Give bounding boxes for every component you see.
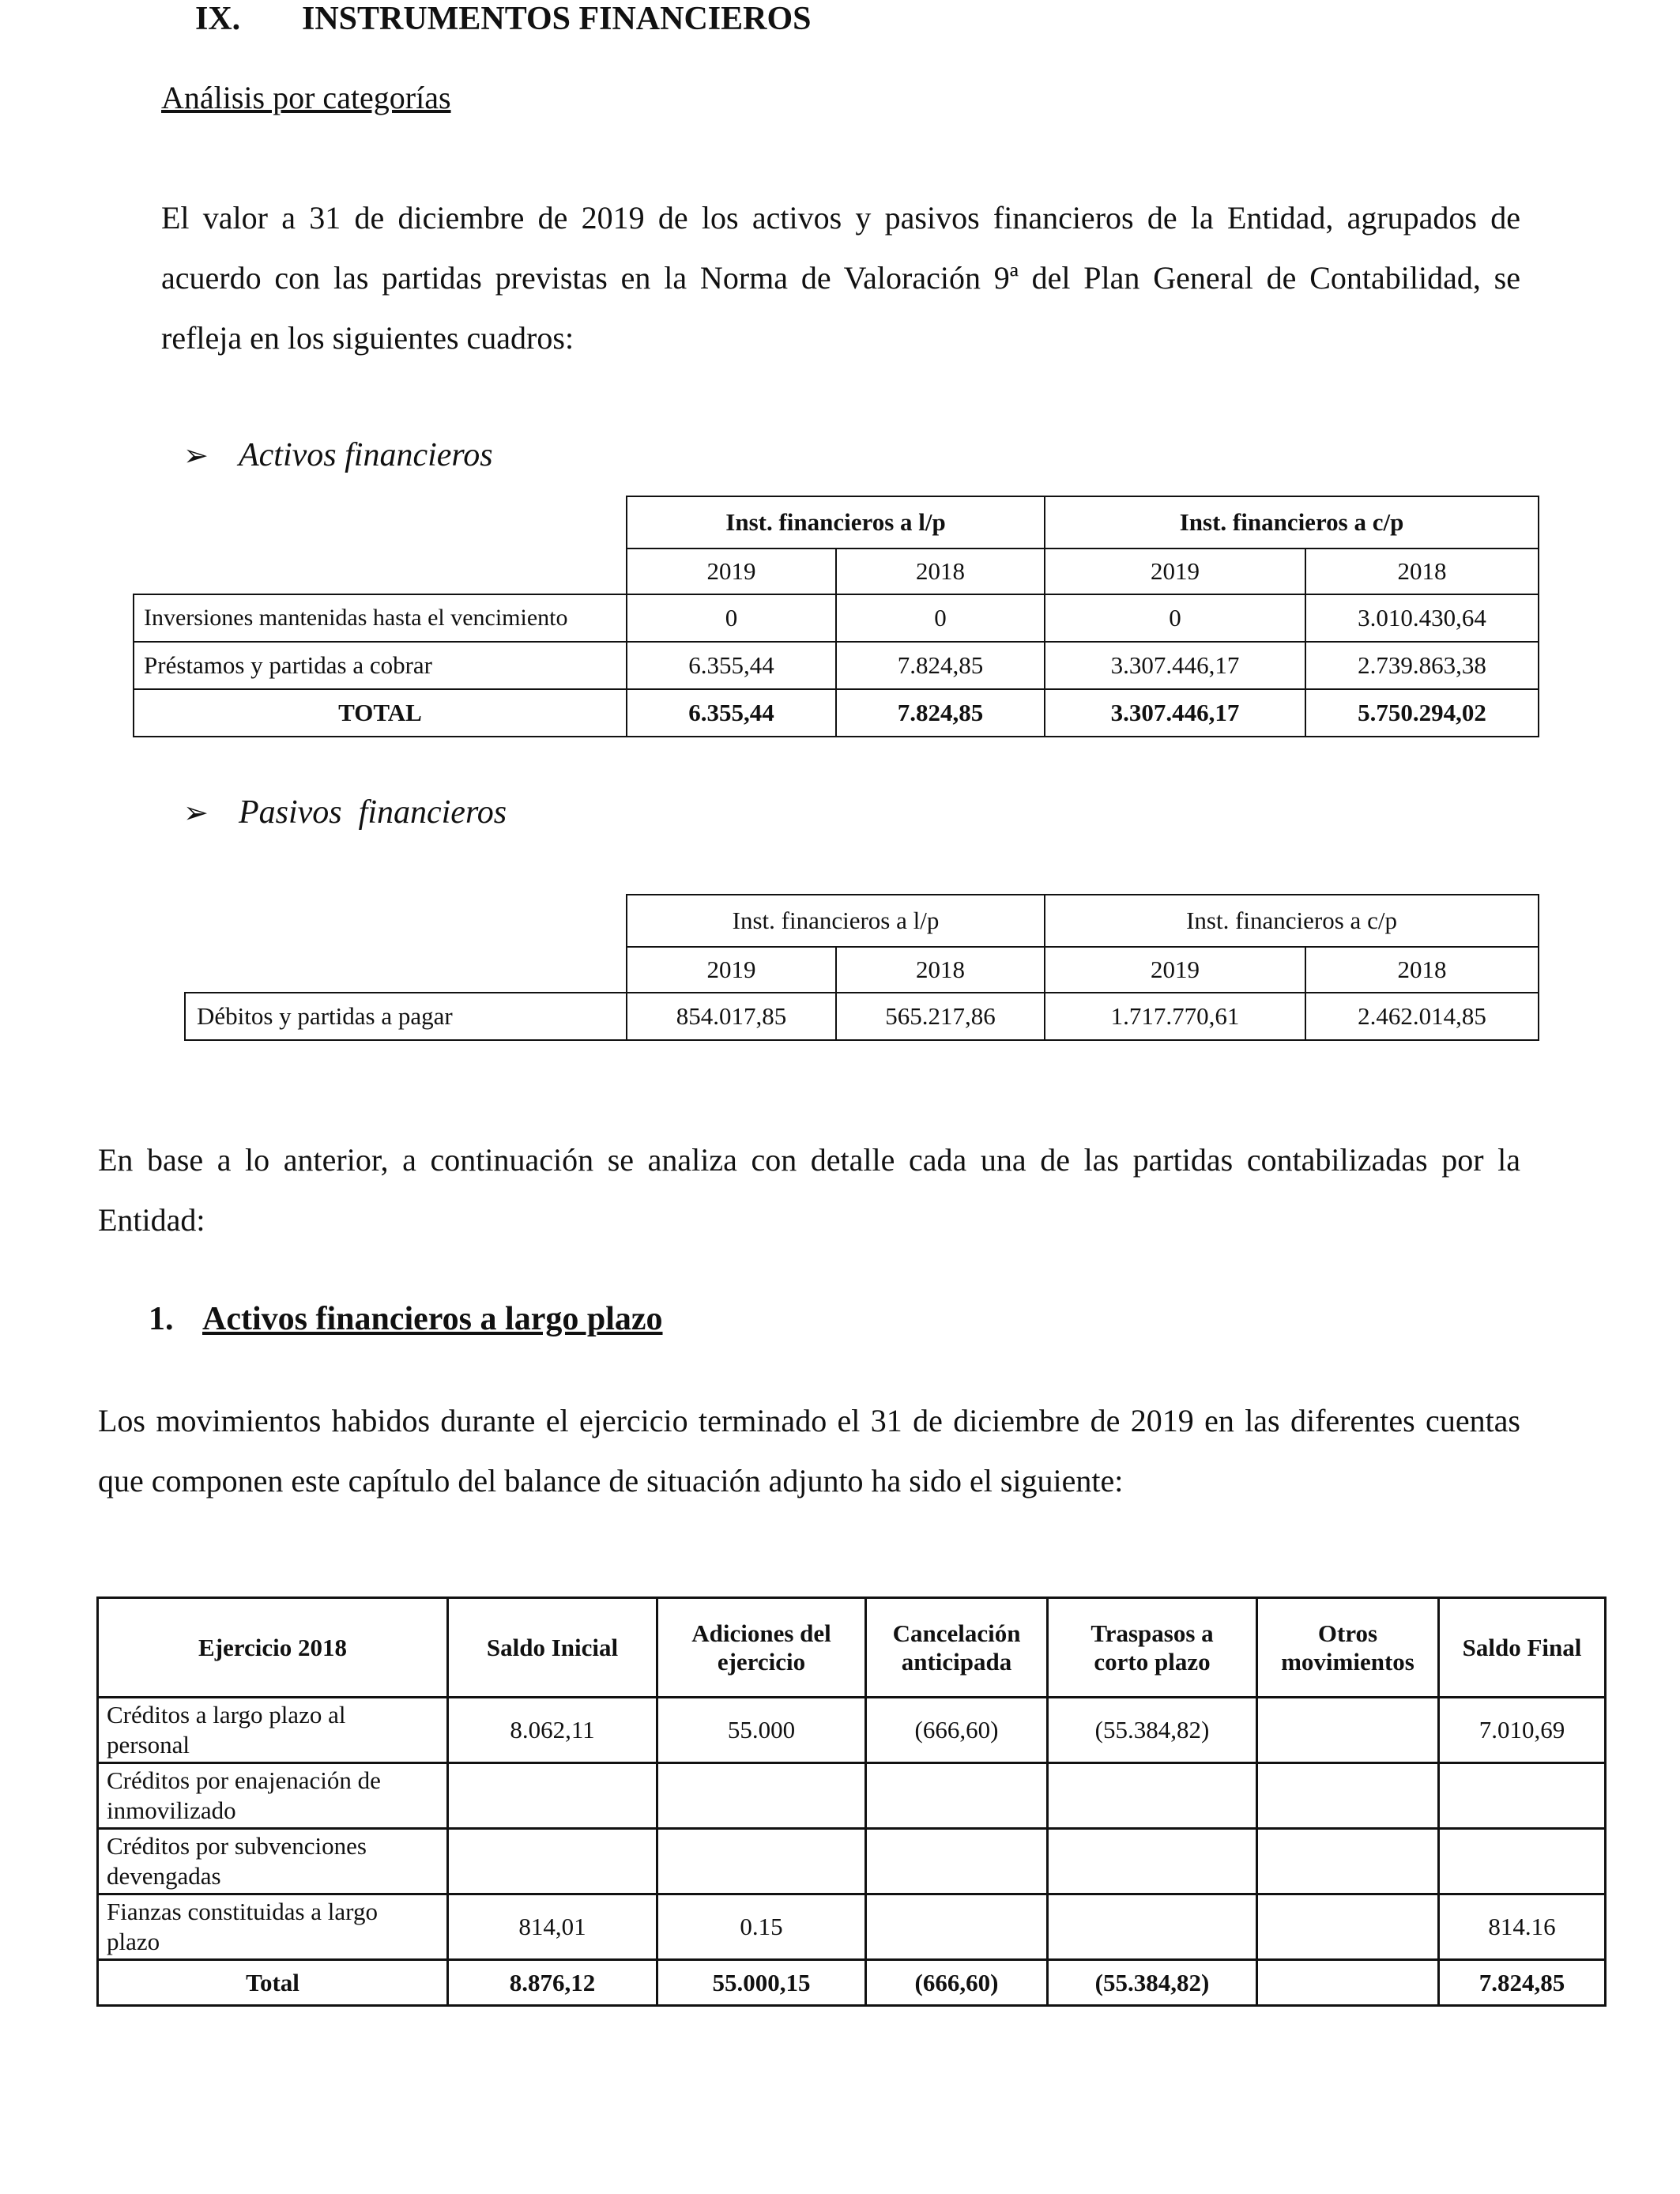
total-value: 55.000,15 bbox=[657, 1960, 866, 2006]
cell-value bbox=[1048, 1763, 1257, 1829]
year-header: 2019 bbox=[627, 548, 836, 594]
cell-value: 0 bbox=[1045, 594, 1305, 642]
table-header-row bbox=[98, 1598, 1606, 1698]
cell-value: 0 bbox=[627, 594, 836, 642]
cell-value: 2.462.014,85 bbox=[1305, 993, 1539, 1040]
column-header: Cancelación anticipada bbox=[866, 1598, 1048, 1698]
section-title: INSTRUMENTOS FINANCIEROS bbox=[302, 1, 812, 37]
cell-value bbox=[866, 1829, 1048, 1894]
activos-heading bbox=[183, 436, 493, 474]
activos-table bbox=[133, 496, 1539, 737]
arrow-bullet-icon: ➢ bbox=[183, 439, 209, 473]
column-header: Traspasos a corto plazo bbox=[1048, 1598, 1257, 1698]
table-row bbox=[98, 1698, 1606, 1763]
row-label: Créditos a largo plazo al personal bbox=[98, 1698, 448, 1763]
year-header: 2019 bbox=[1045, 548, 1305, 594]
total-value: 8.876,12 bbox=[448, 1960, 657, 2006]
cell-value: 7.824,85 bbox=[836, 642, 1045, 689]
cell-value bbox=[448, 1829, 657, 1894]
year-header: 2019 bbox=[1045, 947, 1305, 993]
cell-value: 2.739.863,38 bbox=[1305, 642, 1539, 689]
total-value: (55.384,82) bbox=[1048, 1960, 1257, 2006]
total-label: TOTAL bbox=[134, 689, 627, 737]
cell-value bbox=[657, 1829, 866, 1894]
cell-value bbox=[866, 1894, 1048, 1960]
cell-value bbox=[1257, 1763, 1439, 1829]
pasivos-heading bbox=[183, 794, 507, 831]
cell-value: 8.062,11 bbox=[448, 1698, 657, 1763]
group-header-lp: Inst. financieros a l/p bbox=[627, 895, 1045, 947]
movements-paragraph: Los movimientos habidos durante el ejercicio terminado el 31 de diciembre de 2019 en las diferentes cuentas que componen este capítulo del balance de situación adjunto ha sido el siguiente: bbox=[98, 1403, 1520, 1498]
cell-value bbox=[1257, 1829, 1439, 1894]
table-row bbox=[185, 993, 1539, 1040]
cell-value: 0 bbox=[836, 594, 1045, 642]
subsection-heading bbox=[149, 1300, 663, 1338]
total-value: 5.750.294,02 bbox=[1305, 689, 1539, 737]
table-row bbox=[185, 895, 1539, 947]
cell-value: 3.010.430,64 bbox=[1305, 594, 1539, 642]
total-row bbox=[98, 1960, 1606, 2006]
cell-value: 7.010,69 bbox=[1439, 1698, 1606, 1763]
pasivos-table bbox=[184, 894, 1539, 1041]
year-header: 2018 bbox=[836, 548, 1045, 594]
intro-paragraph: El valor a 31 de diciembre de 2019 de los activos y pasivos financieros de la Entidad, agrupados de acuerdo con las partidas previstas en la Norma de Valoración 9ª del Plan General de Contabilidad, se refleja en los siguientes cuadros: bbox=[161, 200, 1520, 356]
cell-value: 55.000 bbox=[657, 1698, 866, 1763]
row-label: Créditos por enajenación de inmovilizado bbox=[98, 1763, 448, 1829]
table-row bbox=[98, 1763, 1606, 1829]
cell-value: 1.717.770,61 bbox=[1045, 993, 1305, 1040]
total-value: 3.307.446,17 bbox=[1045, 689, 1305, 737]
group-header-cp: Inst. financieros a c/p bbox=[1045, 895, 1539, 947]
pasivos-heading-text: Pasivos financieros bbox=[239, 794, 507, 831]
activos-heading-text: Activos financieros bbox=[239, 437, 493, 473]
year-header: 2018 bbox=[836, 947, 1045, 993]
section-heading bbox=[195, 0, 812, 38]
row-label: Préstamos y partidas a cobrar bbox=[134, 642, 627, 689]
cell-value bbox=[1257, 1698, 1439, 1763]
column-header: Saldo Final bbox=[1439, 1598, 1606, 1698]
total-value: 6.355,44 bbox=[627, 689, 836, 737]
year-header: 2018 bbox=[1305, 548, 1539, 594]
cell-value bbox=[1257, 1894, 1439, 1960]
cell-value bbox=[1439, 1763, 1606, 1829]
row-label: Débitos y partidas a pagar bbox=[185, 993, 627, 1040]
table-row bbox=[134, 594, 1539, 642]
cell-value: 814,01 bbox=[448, 1894, 657, 1960]
cell-value: 565.217,86 bbox=[836, 993, 1045, 1040]
total-value bbox=[1257, 1960, 1439, 2006]
row-label: Fianzas constituidas a largo plazo bbox=[98, 1894, 448, 1960]
column-header: Saldo Inicial bbox=[448, 1598, 657, 1698]
cell-value: 814.16 bbox=[1439, 1894, 1606, 1960]
total-label: Total bbox=[98, 1960, 448, 2006]
cell-value bbox=[1048, 1829, 1257, 1894]
cell-value bbox=[657, 1763, 866, 1829]
column-header: Adiciones del ejercicio bbox=[657, 1598, 866, 1698]
table-row bbox=[98, 1894, 1606, 1960]
cell-value bbox=[1439, 1829, 1606, 1894]
table-row bbox=[98, 1829, 1606, 1894]
row-label: Créditos por subvenciones devengadas bbox=[98, 1829, 448, 1894]
subsection-number: 1. bbox=[149, 1301, 174, 1337]
arrow-bullet-icon: ➢ bbox=[183, 797, 209, 830]
column-header: Ejercicio 2018 bbox=[98, 1598, 448, 1698]
subtitle: Análisis por categorías bbox=[161, 80, 451, 115]
analysis-paragraph: En base a lo anterior, a continuación se analiza con detalle cada una de las partidas contabilizadas por la Entidad: bbox=[98, 1142, 1520, 1238]
cell-value bbox=[1048, 1894, 1257, 1960]
cell-value: 3.307.446,17 bbox=[1045, 642, 1305, 689]
cell-value: 854.017,85 bbox=[627, 993, 836, 1040]
cell-value: 6.355,44 bbox=[627, 642, 836, 689]
table-row bbox=[134, 496, 1539, 548]
total-value: (666,60) bbox=[866, 1960, 1048, 2006]
table-row bbox=[134, 548, 1539, 594]
cell-value bbox=[448, 1763, 657, 1829]
total-value: 7.824,85 bbox=[836, 689, 1045, 737]
group-header-cp: Inst. financieros a c/p bbox=[1045, 496, 1539, 548]
row-label: Inversiones mantenidas hasta el vencimiento bbox=[134, 594, 627, 642]
cell-value: (55.384,82) bbox=[1048, 1698, 1257, 1763]
cell-value: 0.15 bbox=[657, 1894, 866, 1960]
year-header: 2019 bbox=[627, 947, 836, 993]
table-row bbox=[134, 642, 1539, 689]
cell-value: (666,60) bbox=[866, 1698, 1048, 1763]
section-number: IX. bbox=[195, 1, 241, 37]
cell-value bbox=[866, 1763, 1048, 1829]
group-header-lp: Inst. financieros a l/p bbox=[627, 496, 1045, 548]
subsection-title: Activos financieros a largo plazo bbox=[202, 1301, 663, 1337]
year-header: 2018 bbox=[1305, 947, 1539, 993]
total-value: 7.824,85 bbox=[1439, 1960, 1606, 2006]
table-row bbox=[185, 947, 1539, 993]
movements-table bbox=[96, 1596, 1607, 2007]
column-header: Otros movimientos bbox=[1257, 1598, 1439, 1698]
total-row bbox=[134, 689, 1539, 737]
